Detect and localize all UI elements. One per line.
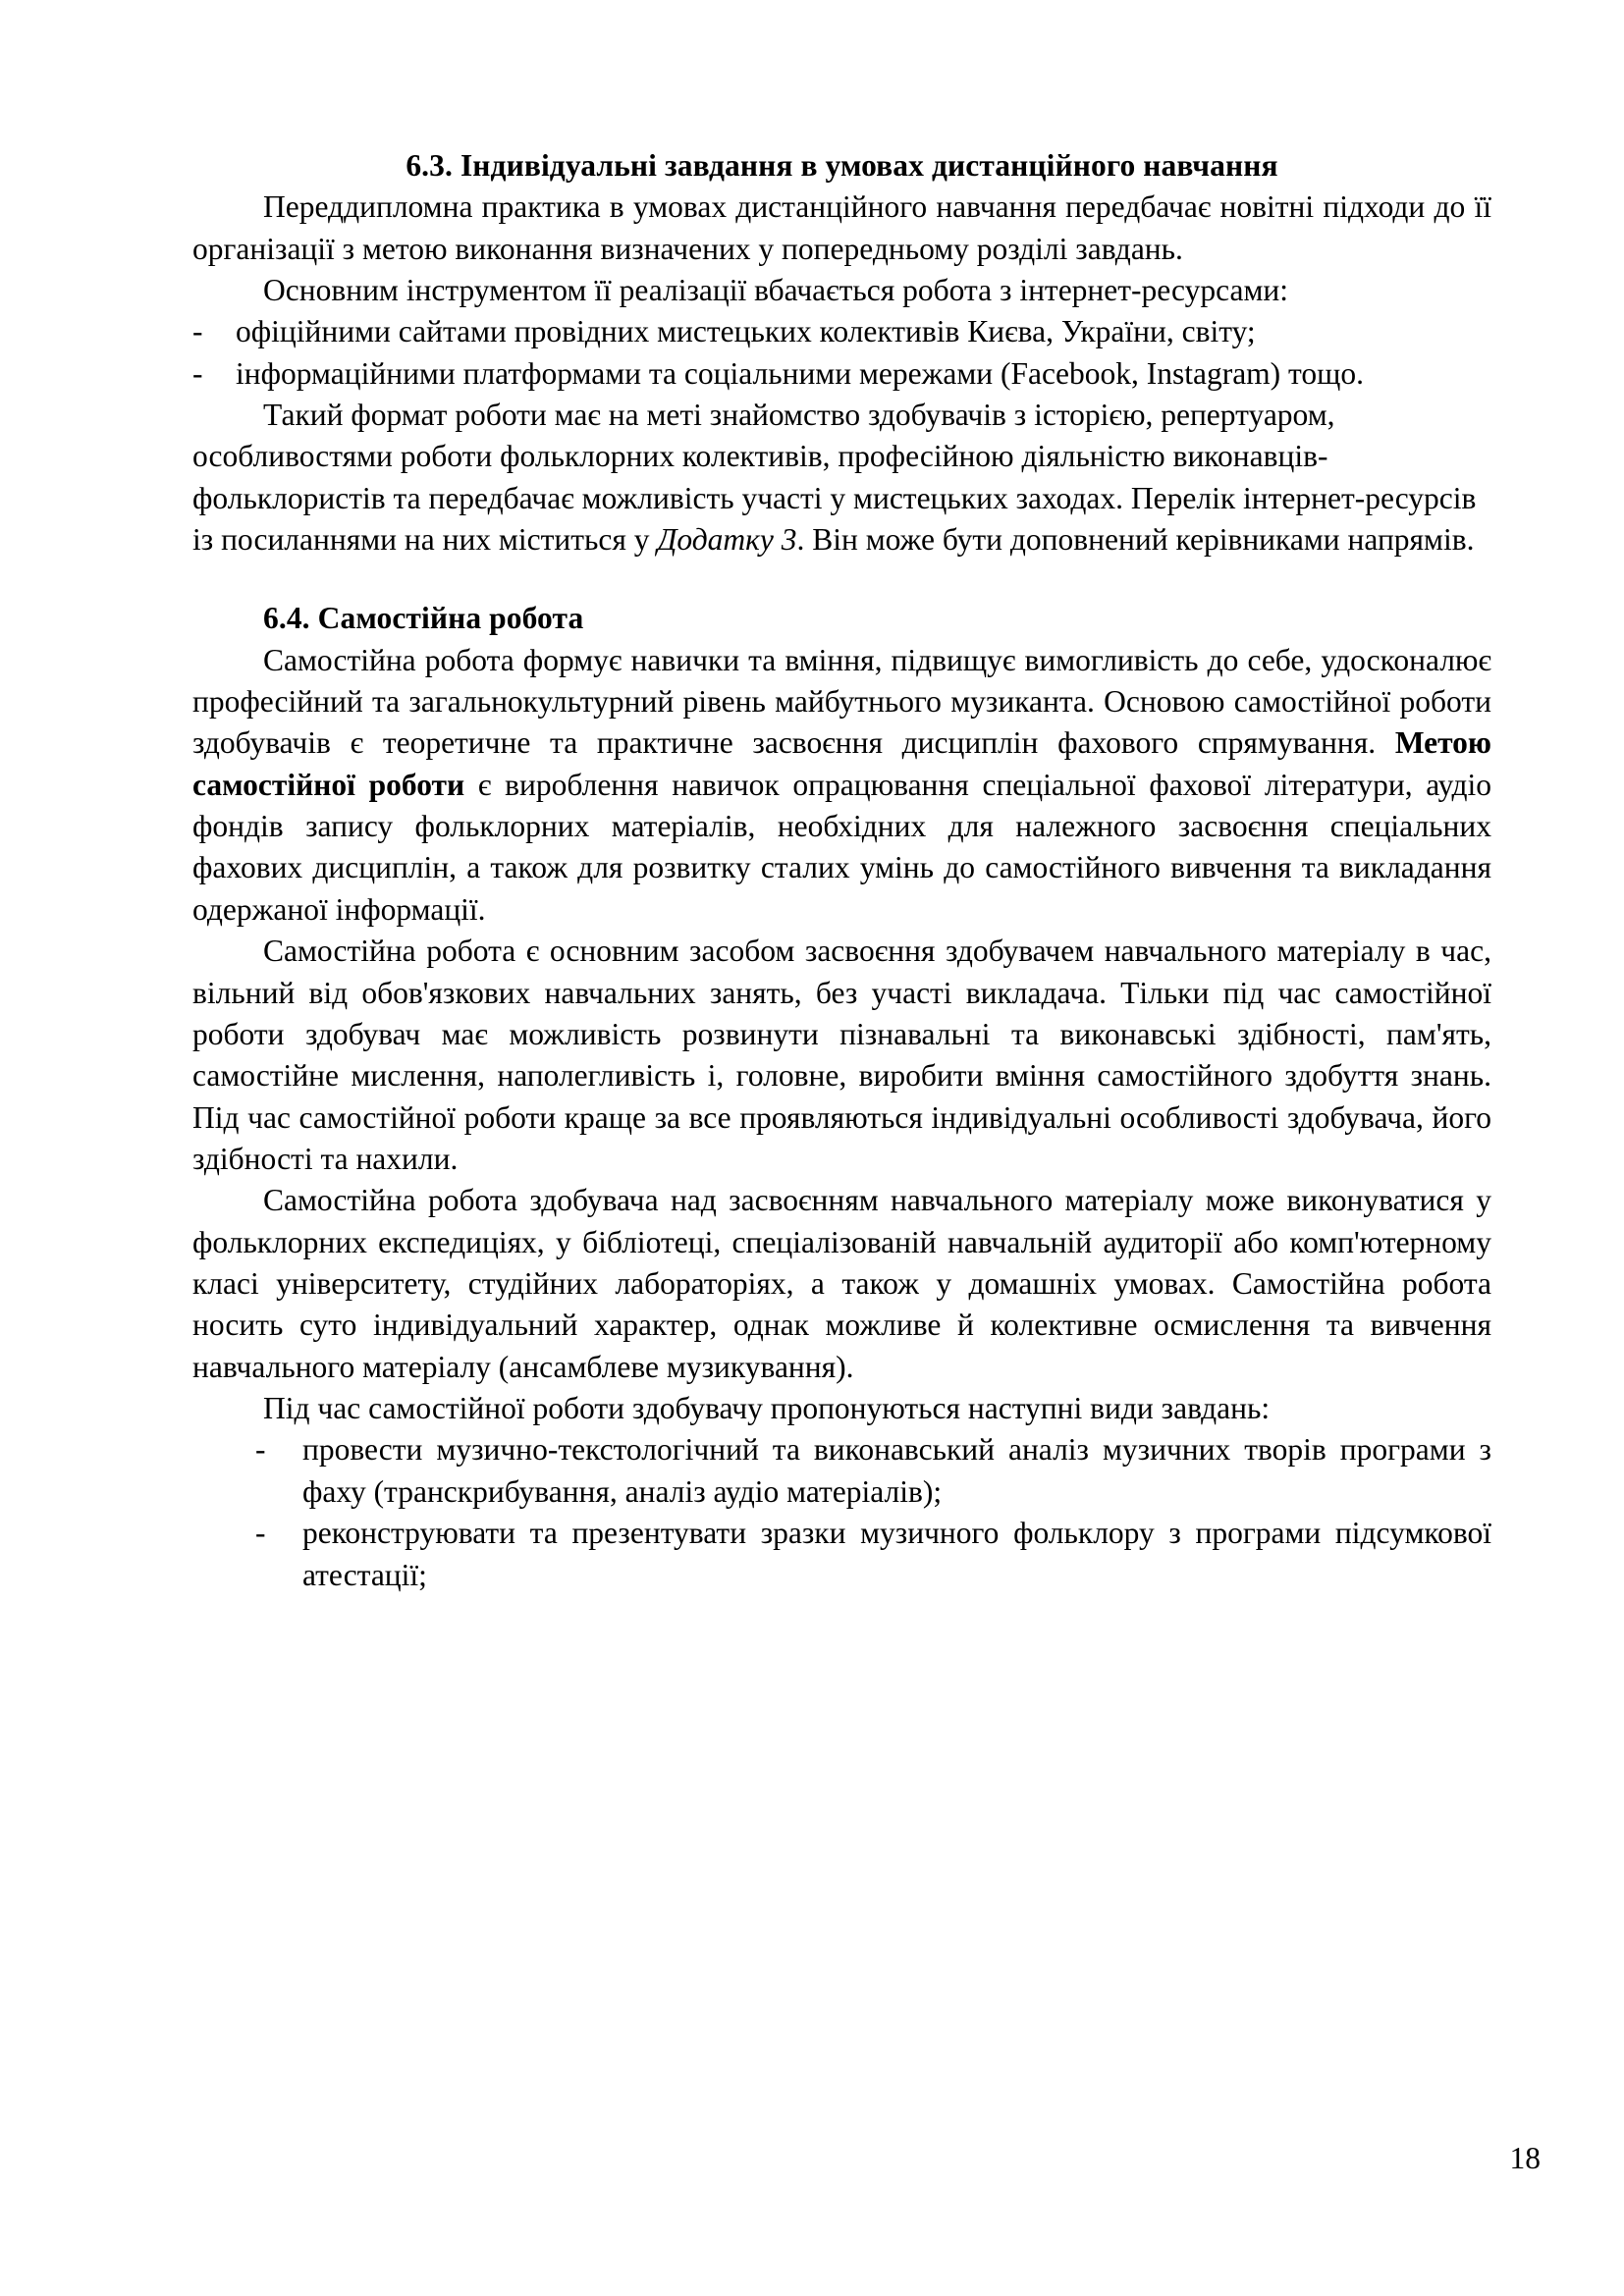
list-item — [255, 1513, 1491, 1596]
page-content — [192, 145, 1491, 1596]
paragraph-6-4-1 — [192, 640, 1491, 932]
paragraph-text-before-bold: Самостійна робота формує навички та вміння, підвищує вимогливість до себе, удосконалює професійний та загальнокультурний рівень майбутнього музиканта. Основою самостійної роботи здобувачів є теоретичне та практичне засвоєння дисциплін фахового спрямування. — [192, 642, 1491, 761]
paragraph-text-after-bold: є вироблення навичок опрацювання спеціальної фахової літератури, аудіо фондів запису фольклорних матеріалів, необхідних для належного засвоєння спеціальних фахових дисциплін, а також для розвитку сталих умінь до самостійного вивчення та викладання одержаної інформації. — [192, 767, 1491, 927]
paragraph-6-3-2: Основним інструментом її реалізації вбачається робота з інтернет-ресурсами: — [263, 272, 1288, 307]
section-heading-6-4: 6.4. Самостійна робота — [263, 601, 584, 636]
page-number: 18 — [1509, 2140, 1541, 2175]
dash-bullet-icon: - — [192, 314, 203, 349]
list-item-label: провести музично-текстологічний та виконавський аналіз музичних творів програми з фаху (транскрибування, аналіз аудіо матеріалів); — [302, 1432, 1491, 1509]
paragraph-6-3-1: Переддипломна практика в умовах дистанційного навчання передбачає новітні підходи до її організації з метою виконання визначених у попередньому розділі завдань. — [192, 189, 1491, 266]
list-internet-resources — [192, 311, 1491, 395]
paragraph-6-4-3: Самостійна робота здобувача над засвоєнням навчального матеріалу може виконуватися у фольклорних експедиціях, у бібліотеці, спеціалізованій навчальній аудиторії або комп'ютерному класі університету, студійних лабораторіях, а також у домашніх умовах. Самостійна робота носить суто індивідуальний характер, однак можливе й колективне осмислення та вивчення навчального матеріалу (ансамблеве музикування). — [192, 1183, 1491, 1384]
list-item — [192, 311, 1491, 352]
list-item — [255, 1429, 1491, 1513]
dash-bullet-icon: - — [192, 355, 203, 391]
section-heading-6-3: 6.3. Індивідуальні завдання в умовах дистанційного навчання — [406, 148, 1278, 183]
paragraph-6-4-4: Під час самостійної роботи здобувачу пропонуються наступні види завдань: — [263, 1391, 1271, 1426]
emphasis-meta-samostiynoi-roboty: Метою самостійної роботи — [192, 725, 1491, 802]
list-self-study-tasks — [255, 1429, 1491, 1595]
list-item-label: реконструювати та презентувати зразки музичного фольклору з програми підсумкової атестації; — [302, 1516, 1491, 1592]
reference-dodatok-3: Додатку 3 — [657, 522, 797, 558]
closing-text-before-italic: Такий формат роботи має на меті знайомство здобувачів з історією, репертуаром, особливостями роботи фольклорних колективів, професійною діяльністю виконавців-фольклористів та передбачає можливість участі у мистецьких заходах. Перелік інтернет-ресурсів із посиланнями на них міститься у — [192, 398, 1477, 558]
paragraph-6-4-2: Самостійна робота є основним засобом засвоєння здобувачем навчального матеріалу в час, вільний від обов'язкових навчальних занять, без участі викладача. Тільки під час самостійної роботи здобувач має можливість розвинути пізнавальні та виконавські здібності, пам'ять, самостійне мислення, наполегливість і, головне, виробити вміння самостійного здобуття знань. Під час самостійної роботи краще за все проявляються індивідуальні особливості здобувача, його здібності та нахили. — [192, 934, 1491, 1176]
paragraph-6-3-closing — [192, 395, 1491, 561]
dash-bullet-icon: - — [255, 1516, 266, 1551]
list-item-label: офіційними сайтами провідних мистецьких колективів Києва, України, світу; — [236, 314, 1256, 349]
list-item-label: інформаційними платформами та соціальними мережами (Facebook, Instagram) тощо. — [236, 355, 1365, 391]
dash-bullet-icon: - — [255, 1432, 266, 1468]
closing-text-after-italic: . Він може бути доповнений керівниками напрямів. — [796, 522, 1475, 558]
list-item — [192, 353, 1491, 395]
